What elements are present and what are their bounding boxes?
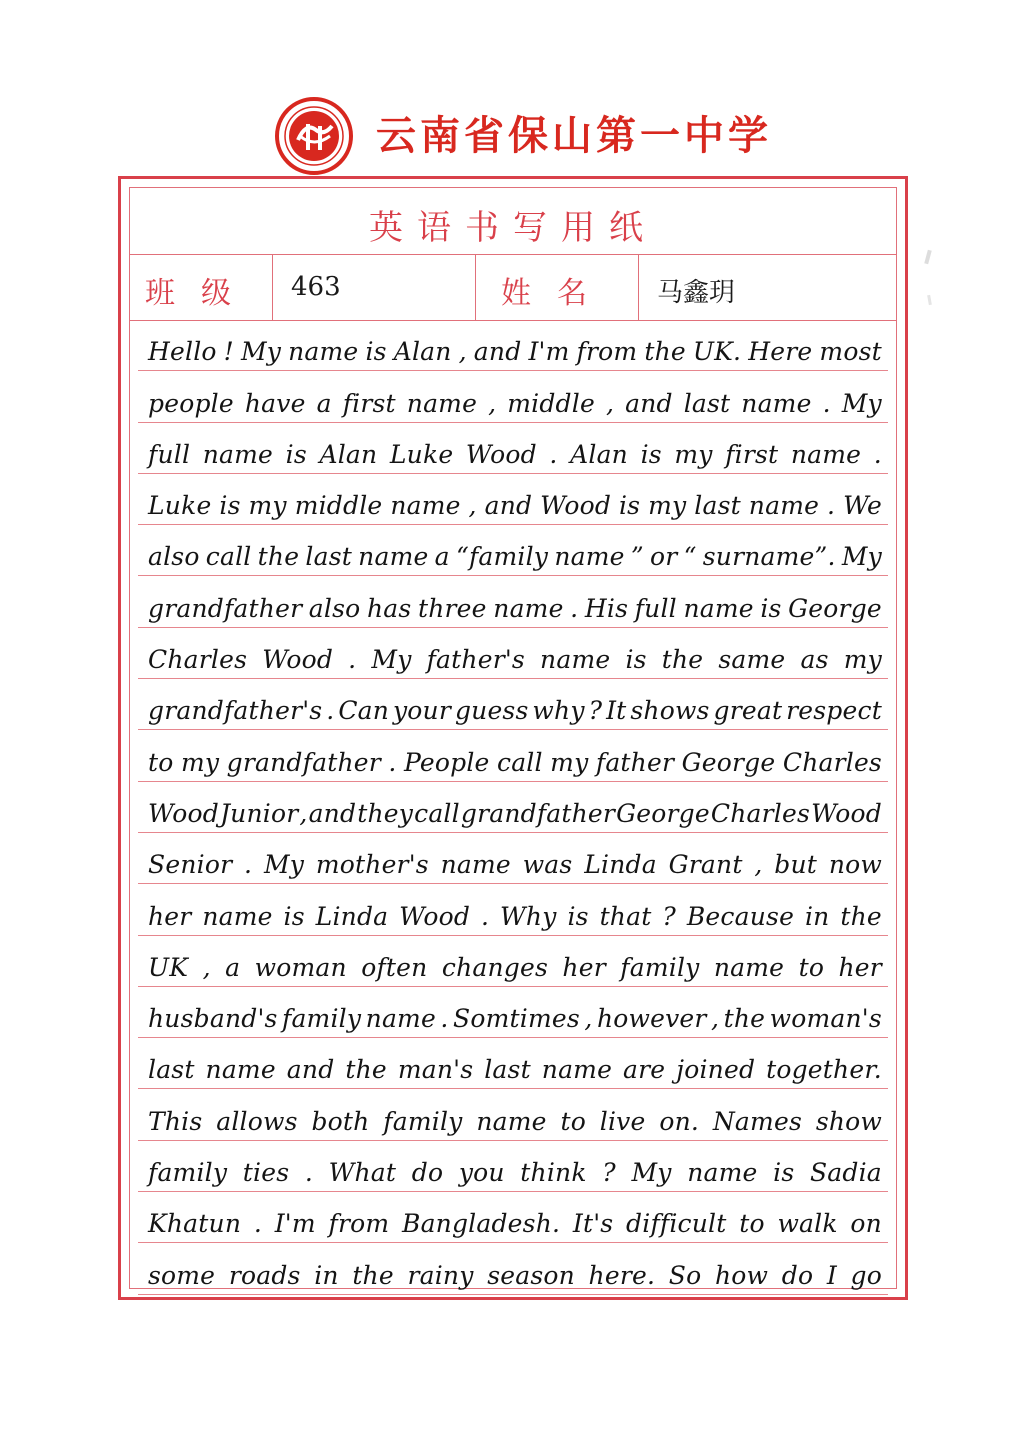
ruled-line xyxy=(138,1141,888,1192)
handwriting-area xyxy=(130,320,896,1288)
scan-mark xyxy=(927,295,932,305)
handwritten-line: Luke is my middle name , and Wood is my last name . We xyxy=(148,491,882,521)
handwritten-line: UK , a woman often changes her family name to her xyxy=(148,952,882,982)
ruled-line xyxy=(138,474,888,525)
handwritten-line: last name and the man's last name are joined together. xyxy=(148,1055,882,1085)
scan-mark xyxy=(924,250,931,265)
school-name: 云南省保山第一中学 xyxy=(376,113,772,159)
ruled-line xyxy=(138,884,888,935)
ruled-line xyxy=(138,423,888,474)
ruled-line xyxy=(138,371,888,422)
writing-sheet xyxy=(118,176,908,1300)
ruled-line xyxy=(138,987,888,1038)
ruled-line xyxy=(138,577,888,628)
handwritten-line: grandfather's . Can your guess why ? It shows great respect xyxy=(148,696,882,726)
handwritten-line: Hello ! My name is Alan , and I'm from the UK. Here most xyxy=(148,337,882,367)
handwritten-line: This allows both family name to live on. Names show xyxy=(148,1106,882,1136)
info-row xyxy=(130,254,896,321)
name-label: 姓名 xyxy=(501,276,613,311)
ruled-line xyxy=(138,730,888,781)
class-label: 班级 xyxy=(145,276,257,311)
class-value: 463 xyxy=(291,272,341,302)
ruled-line xyxy=(138,782,888,833)
handwritten-line: Charles Wood . My father's name is the same as my xyxy=(148,645,882,675)
letterhead xyxy=(0,90,1024,170)
handwritten-line: to my grandfather . People call my father George Charles xyxy=(148,747,882,777)
handwritten-line: some roads in the rainy season here. So how do I go xyxy=(148,1260,882,1290)
ruled-line xyxy=(138,628,888,679)
handwritten-line: Khatun . I'm from Bangladesh. It's difficult to walk on xyxy=(148,1209,882,1239)
handwritten-line: Senior . My mother's name was Linda Grant , but now xyxy=(148,850,882,880)
name-value: 马鑫玥 xyxy=(657,278,736,308)
ruled-line xyxy=(138,1243,888,1294)
name-label-cell xyxy=(476,254,639,320)
handwritten-line: Wood Junior , and they call grandfather George Charles Wood xyxy=(148,798,882,828)
handwritten-line: her name is Linda Wood . Why is that ? Because in the xyxy=(148,901,882,931)
ruled-line xyxy=(138,1192,888,1243)
ruled-line xyxy=(138,679,888,730)
sheet-title: 英语书写用纸 xyxy=(369,208,657,248)
ruled-line xyxy=(138,936,888,987)
ruled-line xyxy=(138,320,888,371)
handwritten-line: people have a first name , middle , and last name . My xyxy=(148,388,882,418)
ruled-line xyxy=(138,525,888,576)
handwritten-line: full name is Alan Luke Wood . Alan is my first name . xyxy=(148,439,882,469)
ruled-line xyxy=(138,1038,888,1089)
sheet-inner-frame xyxy=(129,187,897,1289)
school-logo-icon xyxy=(274,96,354,176)
handwritten-line: also call the last name a “family name ” or “ surname”. My xyxy=(148,542,882,572)
ruled-line xyxy=(138,833,888,884)
name-value-cell xyxy=(639,254,896,320)
sheet-title-row xyxy=(130,188,896,255)
handwritten-line: husband's family name . Somtimes , however , the woman's xyxy=(148,1004,882,1034)
handwritten-line: family ties . What do you think ? My name is Sadia xyxy=(148,1158,882,1188)
ruled-line xyxy=(138,1090,888,1141)
handwritten-line: grandfather also has three name . His full name is George xyxy=(148,593,882,623)
class-label-cell xyxy=(130,254,273,320)
class-value-cell xyxy=(273,254,476,320)
